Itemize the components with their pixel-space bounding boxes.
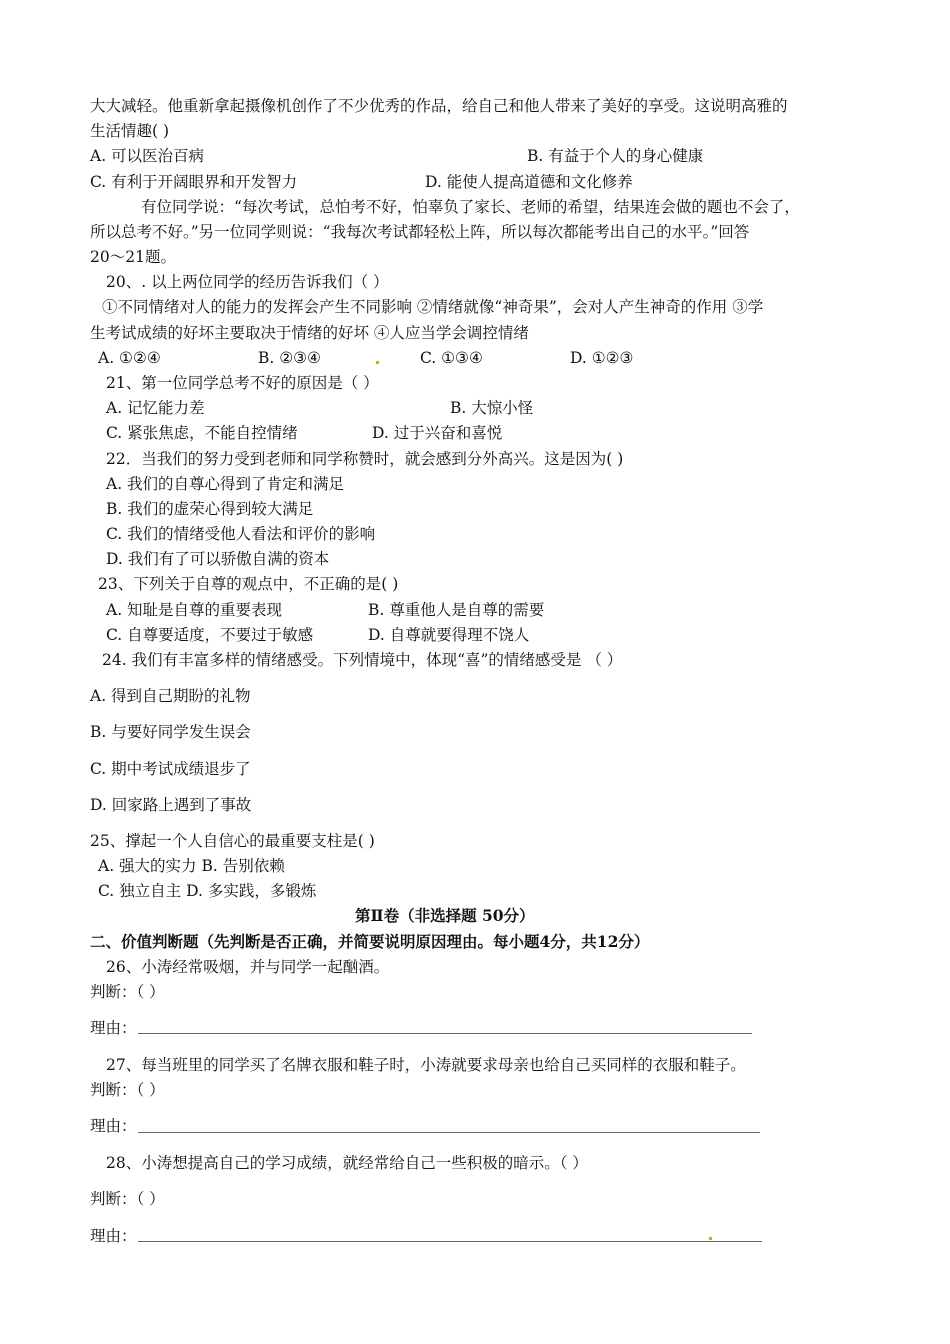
passage-line: 有位同学说：“每次考试，总怕考不好，怕辜负了家长、老师的希望，结果连会做的题也不会了， xyxy=(141,198,800,216)
question-26: 26、小涛经常吸烟，并与同学一起酗酒。 xyxy=(106,958,390,976)
option-d: D. 自尊就要得理不饶人 xyxy=(368,626,530,644)
statement-line: ①不同情绪对人的能力的发挥会产生不同影响 ②情绪就像“神奇果”，会对人产生神奇的作用 ③学 xyxy=(102,298,764,316)
reason-label: 理由： xyxy=(90,1227,137,1245)
question-24: 24. 我们有丰富多样的情绪感受。下列情境中，体现“喜”的情绪感受是 （ ） xyxy=(102,651,623,669)
question-28: 28、小涛想提高自己的学习成绩，就经常给自己一些积极的暗示。（ ） xyxy=(106,1154,588,1172)
question-27: 27、每当班里的同学买了名牌衣服和鞋子时，小涛就要求母亲也给自己买同样的衣服和鞋子。 xyxy=(106,1056,746,1074)
statement-line: 生考试成绩的好坏主要取决于情绪的好坏 ④人应当学会调控情绪 xyxy=(90,324,529,342)
text-line: 大大减轻。他重新拿起摄像机创作了不少优秀的作品，给自己和他人带来了美好的享受。这说明高雅的 xyxy=(90,97,788,115)
option-c: C. 期中考试成绩退步了 xyxy=(90,760,251,778)
options-ab: A. 强大的实力 B. 告别依赖 xyxy=(98,857,285,875)
option-d: D. 能使人提高道德和文化修养 xyxy=(425,173,633,191)
option-c: C. 有利于开阔眼界和开发智力 xyxy=(90,173,298,191)
question-21: 21、第一位同学总考不好的原因是（ ） xyxy=(106,374,379,392)
question-22: 22．当我们的努力受到老师和同学称赞时，就会感到分外高兴。这是因为( ) xyxy=(106,450,624,468)
volume-title: 第Ⅱ卷（非选择题 50分） xyxy=(355,906,535,925)
reason-label: 理由： xyxy=(90,1117,137,1135)
answer-line[interactable] xyxy=(138,1241,762,1242)
scan-dot xyxy=(376,361,379,364)
reason-label: 理由： xyxy=(90,1019,137,1037)
option-a: A. ①②④ xyxy=(98,349,161,367)
option-d: D. ①②③ xyxy=(570,349,634,367)
question-20: 20、. 以上两位同学的经历告诉我们（ ） xyxy=(106,273,389,291)
option-c: C. 自尊要适度，不要过于敏感 xyxy=(106,626,314,644)
section-heading: 二、价值判断题（先判断是否正确，并简要说明原因理由。每小题4分，共12分） xyxy=(90,932,650,951)
option-a: A. 记忆能力差 xyxy=(106,399,205,417)
passage-line: 20～21题。 xyxy=(90,248,176,266)
passage-line: 所以总考不好。”另一位同学则说：“我每次考试都轻松上阵，所以每次都能考出自己的水平。”回答 xyxy=(90,223,750,241)
judgment-line: 判断：（ ） xyxy=(90,1190,165,1208)
option-a: A. 我们的自尊心得到了肯定和满足 xyxy=(106,475,345,493)
option-a: A. 可以医治百病 xyxy=(90,147,205,165)
option-b: B. 大惊小怪 xyxy=(450,399,534,417)
option-d: D. 回家路上遇到了事故 xyxy=(90,796,252,814)
option-c: C. ①③④ xyxy=(420,349,483,367)
judgment-line: 判断：（ ） xyxy=(90,1081,165,1099)
option-b: B. 我们的虚荣心得到较大满足 xyxy=(106,500,314,518)
options-cd: C. 独立自主 D. 多实践，多锻炼 xyxy=(98,882,317,900)
answer-line[interactable] xyxy=(138,1033,752,1034)
text-line: 生活情趣( ) xyxy=(90,122,170,140)
option-d: D. 过于兴奋和喜悦 xyxy=(372,424,503,442)
option-c: C. 我们的情绪受他人看法和评价的影响 xyxy=(106,525,376,543)
option-d: D. 我们有了可以骄傲自满的资本 xyxy=(106,550,330,568)
scan-dot xyxy=(709,1237,712,1240)
option-a: A. 知耻是自尊的重要表现 xyxy=(106,601,283,619)
question-25: 25、撑起一个人自信心的最重要支柱是( ) xyxy=(90,832,375,850)
question-23: 23、下列关于自尊的观点中，不正确的是( ) xyxy=(98,575,399,593)
option-a: A. 得到自己期盼的礼物 xyxy=(90,687,251,705)
answer-line[interactable] xyxy=(138,1132,760,1133)
option-b: B. 尊重他人是自尊的需要 xyxy=(368,601,545,619)
option-c: C. 紧张焦虑，不能自控情绪 xyxy=(106,424,298,442)
option-b: B. ②③④ xyxy=(258,349,321,367)
option-b: B. 有益于个人的身心健康 xyxy=(527,147,704,165)
judgment-line: 判断：（ ） xyxy=(90,983,165,1001)
option-b: B. 与要好同学发生误会 xyxy=(90,723,251,741)
